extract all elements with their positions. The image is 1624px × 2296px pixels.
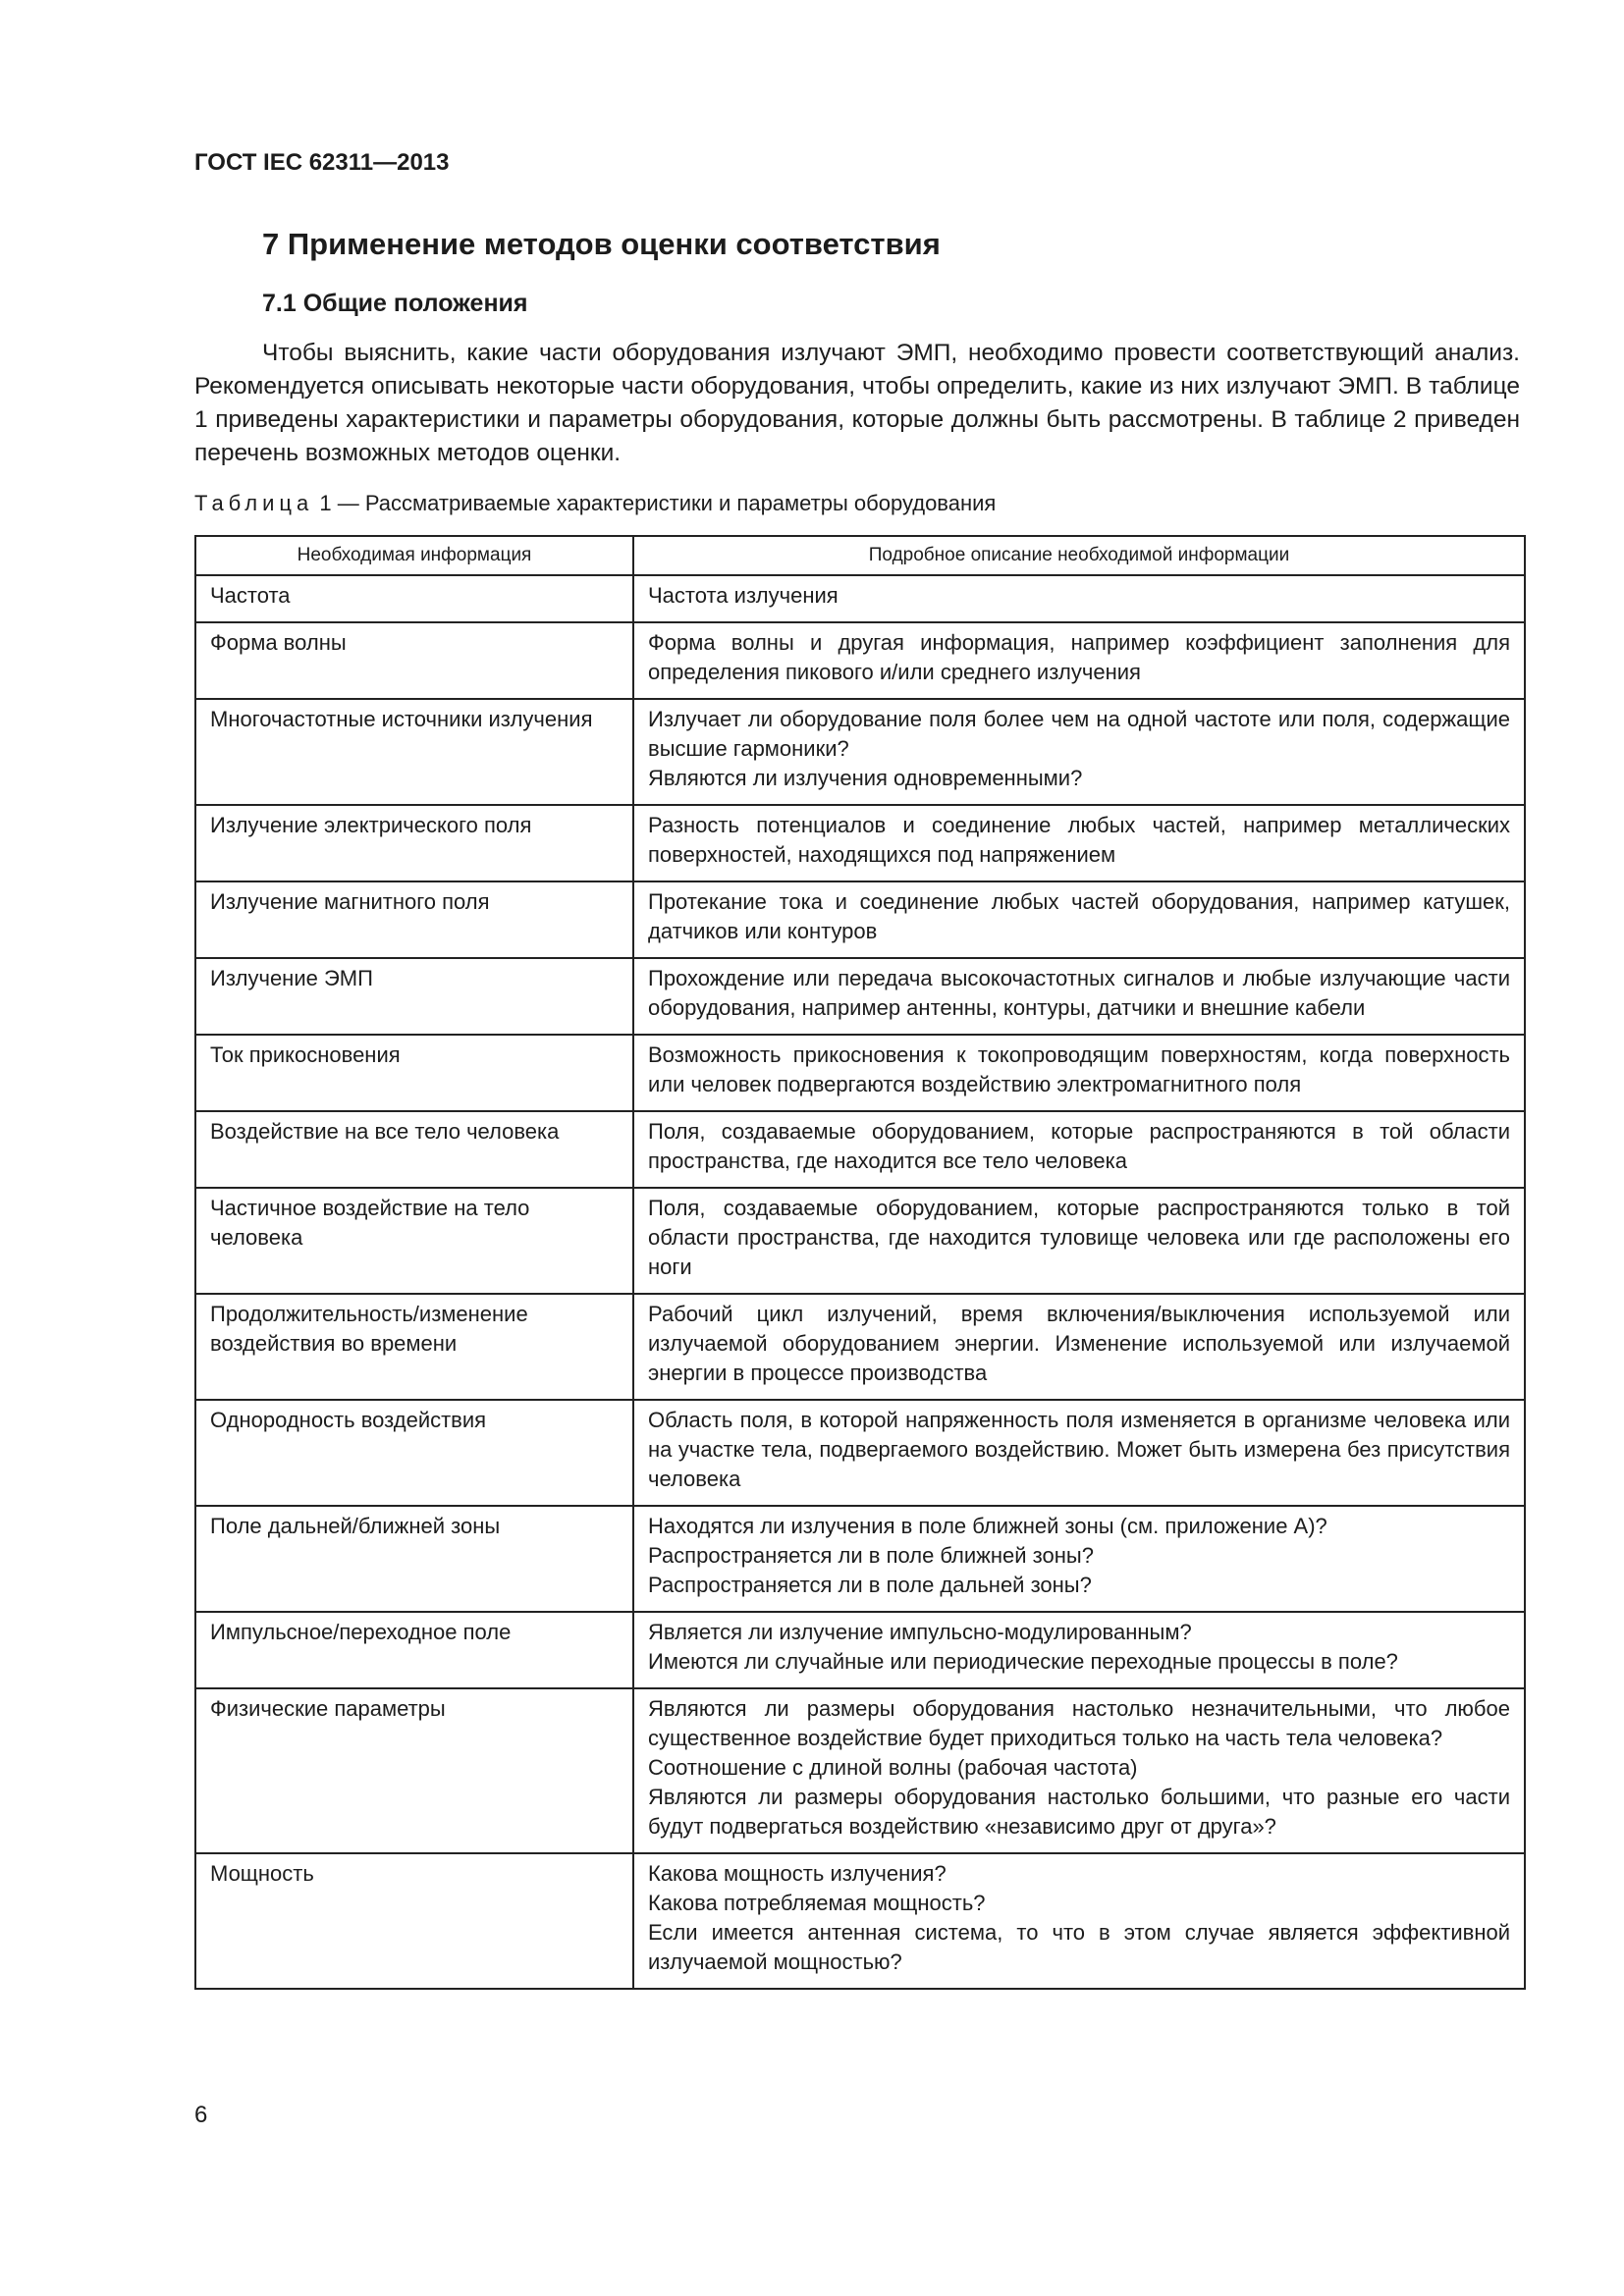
table-caption-text: 1 — Рассматриваемые характеристики и параметры оборудования (319, 491, 997, 515)
description-cell (633, 805, 1525, 881)
description-line: Соотношение с длиной волны (рабочая частота) (648, 1755, 1138, 1780)
description-cell (633, 1688, 1525, 1853)
table-row (195, 1294, 1525, 1400)
table-row (195, 958, 1525, 1035)
description-cell (633, 1111, 1525, 1188)
description-line: Излучает ли оборудование поля более чем на одной частоте или поля, содержащие высшие гармоники? (648, 707, 1510, 761)
table-row (195, 622, 1525, 699)
info-cell: Форма волны (195, 622, 633, 699)
table-header-row (195, 536, 1525, 575)
description-cell (633, 1188, 1525, 1294)
description-cell (633, 1853, 1525, 1989)
section-title: 7 Применение методов оценки соответствия (262, 227, 941, 261)
table-row (195, 881, 1525, 958)
description-cell (633, 699, 1525, 805)
document-header: ГОСТ IEC 62311—2013 (194, 149, 450, 176)
column-header-description: Подробное описание необходимой информации (633, 536, 1525, 575)
info-cell: Частичное воздействие на тело человека (195, 1188, 633, 1294)
info-cell: Поле дальней/ближней зоны (195, 1506, 633, 1612)
intro-paragraph: Чтобы выяснить, какие части оборудования излучают ЭМП, необходимо провести соответствующий анализ. Рекомендуется описывать некоторые части оборудования, чтобы определить, какие из них излучают ЭМП. В таблице 1 приведены характеристики и параметры оборудования, которые должны быть рассмотрены. В таблице 2 приведен перечень возможных методов оценки. (194, 340, 1520, 466)
info-cell: Импульсное/переходное поле (195, 1612, 633, 1688)
description-line: Область поля, в которой напряженность поля изменяется в организме человека или на участке тела, подвергаемого воздействию. Может быть измерена без присутствия человека (648, 1408, 1510, 1491)
description-cell (633, 1612, 1525, 1688)
table-row (195, 1853, 1525, 1989)
description-line: Какова мощность излучения? (648, 1861, 947, 1886)
info-cell: Излучение магнитного поля (195, 881, 633, 958)
description-line: Являются ли размеры оборудования настолько незначительными, что любое существенное воздействие будет приходиться только на часть тела человека? (648, 1696, 1510, 1750)
table-row (195, 1400, 1525, 1506)
table-body (195, 575, 1525, 1989)
info-cell: Излучение ЭМП (195, 958, 633, 1035)
table-row (195, 1506, 1525, 1612)
description-cell (633, 1400, 1525, 1506)
info-cell: Излучение электрического поля (195, 805, 633, 881)
description-cell (633, 1035, 1525, 1111)
description-line: Разность потенциалов и соединение любых частей, например металлических поверхностей, находящихся под напряжением (648, 813, 1510, 867)
table-row (195, 1035, 1525, 1111)
description-line: Поля, создаваемые оборудованием, которые распространяются только в той области пространства, где находится туловище человека или где расположены его ноги (648, 1196, 1510, 1279)
info-cell: Однородность воздействия (195, 1400, 633, 1506)
table-row (195, 805, 1525, 881)
description-line: Прохождение или передача высокочастотных сигналов и любые излучающие части оборудования, например антенны, контуры, датчики и внешние кабели (648, 966, 1510, 1020)
parameters-table (194, 535, 1526, 1990)
description-line: Распространяется ли в поле дальней зоны? (648, 1573, 1092, 1597)
description-line: Являются ли излучения одновременными? (648, 766, 1083, 790)
description-line: Находятся ли излучения в поле ближней зоны (см. приложение А)? (648, 1514, 1327, 1538)
description-line: Частота излучения (648, 583, 839, 608)
info-cell: Мощность (195, 1853, 633, 1989)
description-line: Поля, создаваемые оборудованием, которые распространяются в той области пространства, где находится все тело человека (648, 1119, 1510, 1173)
table-row (195, 1188, 1525, 1294)
description-line: Распространяется ли в поле ближней зоны? (648, 1543, 1094, 1568)
info-cell: Частота (195, 575, 633, 622)
info-cell: Продолжительность/изменение воздействия во времени (195, 1294, 633, 1400)
description-line: Является ли излучение импульсно-модулированным? (648, 1620, 1192, 1644)
info-cell: Ток прикосновения (195, 1035, 633, 1111)
info-cell: Многочастотные источники излучения (195, 699, 633, 805)
description-cell (633, 1506, 1525, 1612)
description-cell (633, 958, 1525, 1035)
description-line: Какова потребляемая мощность? (648, 1891, 986, 1915)
info-cell: Физические параметры (195, 1688, 633, 1853)
table-row (195, 575, 1525, 622)
table-caption-label: Таблица (194, 491, 314, 515)
table-row (195, 1111, 1525, 1188)
table-row (195, 1688, 1525, 1853)
description-line: Являются ли размеры оборудования настолько большими, что разные его части будут подвергаться воздействию «независимо друг от друга»? (648, 1785, 1510, 1839)
table-row (195, 699, 1525, 805)
description-cell (633, 622, 1525, 699)
table-caption (194, 491, 996, 516)
description-line: Рабочий цикл излучений, время включения/выключения используемой или излучаемой оборудованием энергии. Изменение используемой или излучаемой энергии в процессе производства (648, 1302, 1510, 1385)
description-line: Протекание тока и соединение любых частей оборудования, например катушек, датчиков или контуров (648, 889, 1510, 943)
description-line: Форма волны и другая информация, например коэффициент заполнения для определения пикового и/или среднего излучения (648, 630, 1510, 684)
description-line: Если имеется антенная система, то что в этом случае является эффективной излучаемой мощностью? (648, 1920, 1510, 1974)
description-line: Имеются ли случайные или периодические переходные процессы в поле? (648, 1649, 1398, 1674)
column-header-info: Необходимая информация (195, 536, 633, 575)
page-number: 6 (194, 2102, 208, 2128)
info-cell: Воздействие на все тело человека (195, 1111, 633, 1188)
table-row (195, 1612, 1525, 1688)
description-cell (633, 575, 1525, 622)
subsection-title: 7.1 Общие положения (262, 290, 528, 317)
description-cell (633, 881, 1525, 958)
description-cell (633, 1294, 1525, 1400)
description-line: Возможность прикосновения к токопроводящим поверхностям, когда поверхность или человек подвергаются воздействию электромагнитного поля (648, 1042, 1510, 1096)
